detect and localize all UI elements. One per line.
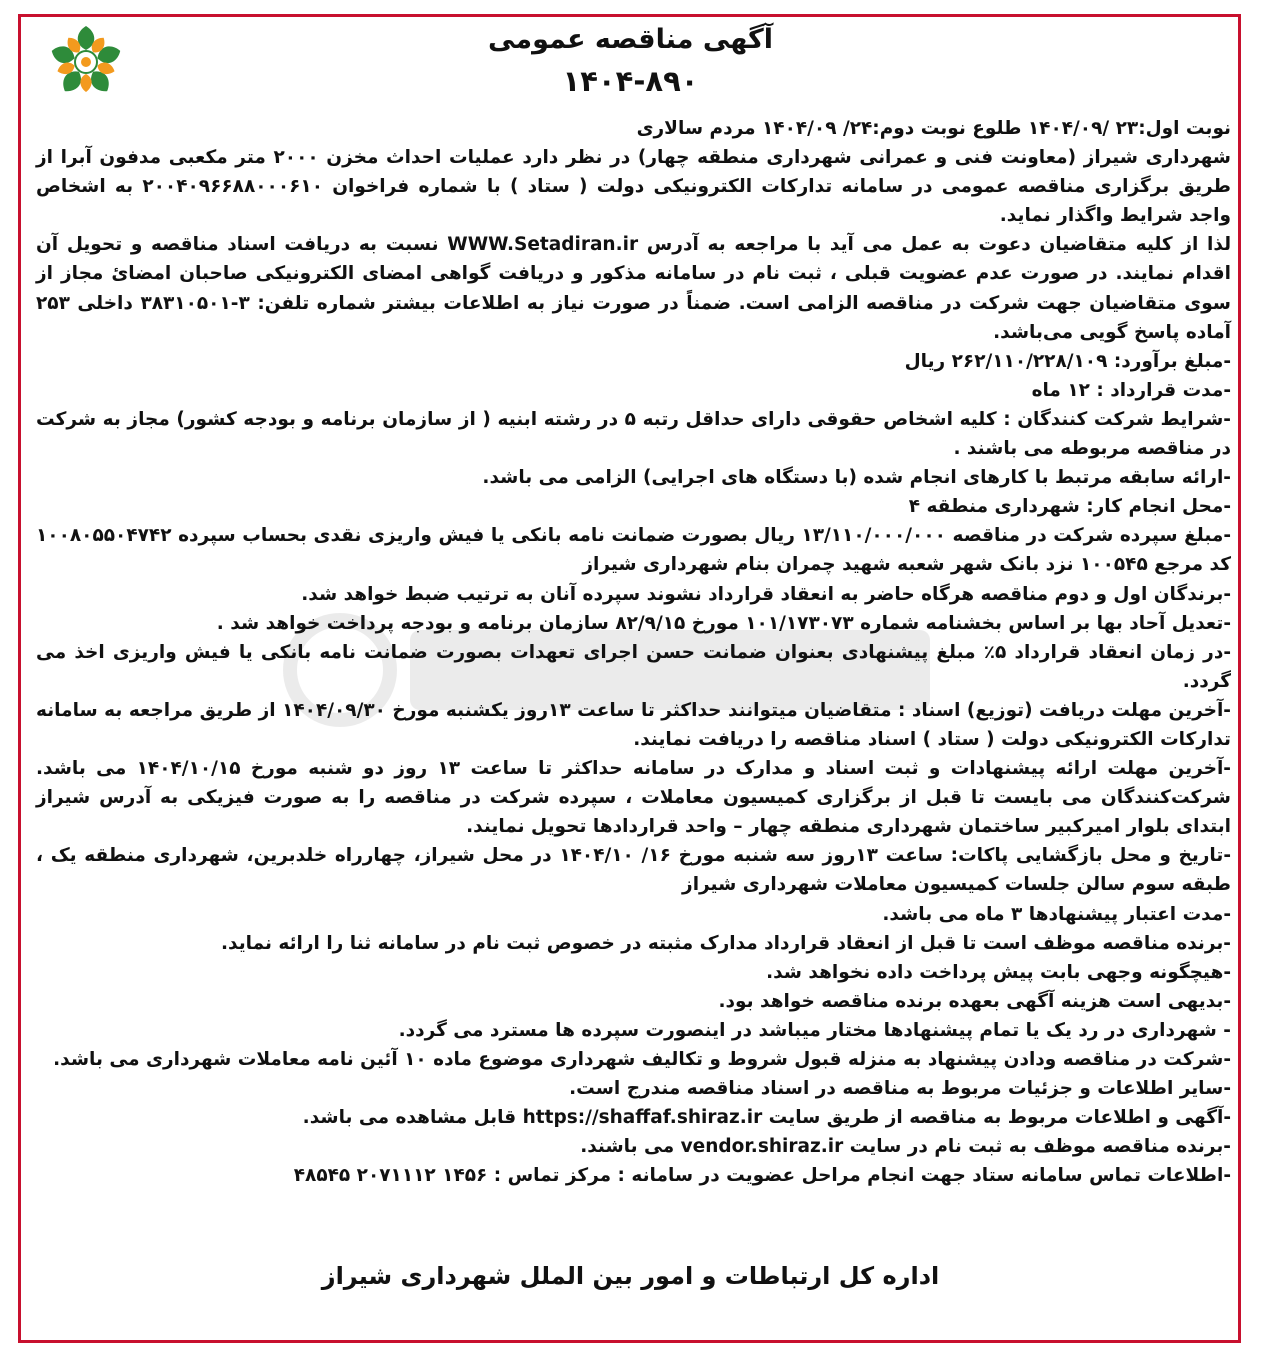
item-ad-cost: -بدیهی است هزینه آگهی بعهده برنده مناقصه خواهد بود.	[718, 990, 1231, 1012]
item-experience: -ارائه سابقه مرتبط با کارهای انجام شده (با دستگاه های اجرایی) الزامی می باشد.	[482, 467, 1231, 489]
item-rejection: - شهرداری در رد یک یا تمام پیشنهادها مختار میباشد در اینصورت سپرده ها مسترد می گردد.	[398, 1019, 1231, 1041]
second-publication: نوبت دوم:۲۴/ ۱۴۰۴/۰۹ مردم سالاری	[636, 118, 966, 139]
item-deposit: -مبلغ سپرده شرکت در مناقصه ۱۳/۱۱۰/۰۰۰/۰۰۰ ریال بصورت ضمانت نامه بانکی یا فیش واریزی نقدی بحساب سپرده ۱۰۰۸۰۵۵۰۴۷۴۲ کد مرجع ۱۰۰۵۴۵ نزد بانک شهر شعبه شهید چمران بنام شهرداری شیراز	[36, 525, 1232, 576]
item-acceptance: -شرکت در مناقصه ودادن پیشنهاد به منزله قبول شروط و تکالیف شهرداری موضوع ماده ۱۰ آئین نامه معاملات شهرداری می باشد.	[53, 1049, 1231, 1070]
publication-row	[36, 114, 1231, 143]
item-other-info: -سایر اطلاعات و جزئیات مربوط به مناقصه در اسناد مناقصه مندرج است.	[569, 1078, 1231, 1100]
paragraph-invitation: لذا از کلیه متقاضیان دعوت به عمل می آید با مراجعه به آدرس WWW.Setadiran.ir نسبت به دریافت اسناد مناقصه و تحویل آن اقدام نمایند. در صورت عدم عضویت قبلی ، ثبت نام در سامانه مذکور و دریافت گواهی امضای الکترونیکی صاحبان امضائ مجاز از سوی متقاضیان جهت شرکت در مناقصه الزامی است. ضمناً در صورت نیاز به اطلاعات بیشتر شماره تلفن: ۳-۳۸۳۱۰۵۰۱ داخلی ۲۵۳ آماده پاسخ گویی می‌باشد.	[36, 234, 1232, 343]
notice-title: آگهی مناقصه عمومی	[488, 24, 773, 55]
item-performance-guarantee: -در زمان انعقاد قرارداد ۵٪ مبلغ پیشنهادی بعنوان ضمانت حسن اجرای تعهدات بصورت ضمانت نامه بانکی یا فیش واریزی اخذ می گردد.	[36, 641, 1232, 692]
item-opening: -تاریخ و محل بازگشایی پاکات: ساعت ۱۳روز سه شنبه مورخ ۱۶/ ۱۴۰۴/۱۰ در محل شیراز، چهارراه خلدبرین، شهرداری منطقه یک ، طبقه سوم سالن جلسات کمیسیون معاملات شهرداری شیراز	[36, 845, 1231, 896]
item-estimate: -مبلغ برآورد: ۲۶۲/۱۱۰/۲۲۸/۱۰۹ ریال	[904, 350, 1231, 372]
item-submission-deadline: -آخرین مهلت ارائه پیشنهادات و ثبت اسناد و مدارک در سامانه حداکثر تا ساعت ۱۳ روز دو شنبه مورخ ۱۴۰۴/۱۰/۱۵ می باشد. شرکت‌کنندگان می بایست تا قبل از برگزاری کمیسیون معاملات ، سپرده شرکت در مناقصه را به صورت فیزیکی به آدرس شیراز ابتدای بلوار امیرکبیر ساختمان شهرداری منطقه چهار – واحد قراردادها تحویل نمایند.	[36, 758, 1231, 838]
item-location: -محل انجام کار: شهرداری منطقه ۴	[908, 496, 1231, 518]
item-price-adjustment: -تعدیل آحاد بها بر اساس بخشنامه شماره ۱۰۱/۱۷۳۰۷۳ مورخ ۸۲/۹/۱۵ سازمان برنامه و بودجه پرداخت خواهد شد .	[216, 612, 1231, 634]
item-winners: -برندگان اول و دوم مناقصه هرگاه حاضر به انعقاد قرارداد نشوند سپرده آنان به ترتیب ضبط خواهد شد.	[301, 583, 1231, 605]
paragraph-intro: شهرداری شیراز (معاونت فنی و عمرانی شهرداری منطقه چهار) در نظر دارد عملیات احداث مخزن ۲۰۰۰ متر مکعبی مدفون آبرا از طریق برگزاری مناقصه عمومی در سامانه تدارکات الکترونیکی دولت ( ستاد ) با شماره فراخوان ۲۰۰۴۰۹۶۶۸۸۰۰۰۶۱۰ به اشخاص واجد شرایط واگذار نماید.	[36, 147, 1231, 227]
first-publication: نوبت اول:۲۳ /۱۴۰۴/۰۹ طلوع	[972, 118, 1231, 139]
item-sana-registration: -برنده مناقصه موظف است تا قبل از انعقاد قرارداد مدارک مثبته در خصوص ثبت نام در سامانه ثنا را ارائه نماید.	[220, 932, 1231, 954]
item-validity: -مدت اعتبار پیشنهادها ۳ ماه می باشد.	[882, 903, 1231, 925]
item-shaffaf-site: -آگهی و اطلاعات مربوط به مناقصه از طریق سایت https://shaffaf.shiraz.ir قابل مشاهده می باشد.	[302, 1107, 1231, 1129]
notice-body	[36, 114, 1231, 1190]
contact-row	[36, 1161, 1231, 1190]
item-no-prepayment: -هیچگونه وجهی بابت پیش پرداخت داده نخواهد شد.	[766, 961, 1231, 983]
item-vendor-site: -برنده مناقصه موظف به ثبت نام در سایت vendor.shiraz.ir می باشند.	[580, 1136, 1231, 1158]
contact-phone: ۲۰۷۱۱۱۲	[356, 1165, 436, 1187]
item-conditions: -شرایط شرکت کنندگان : کلیه اشخاص حقوقی دارای حداقل رتبه ۵ در رشته ابنیه ( از سازمان برنامه و بودجه کشور) مجاز به شرکت در مناقصه مربوطه می باشند .	[36, 408, 1231, 460]
contact-code: ۴۸۵۴۵	[293, 1165, 351, 1187]
item-document-deadline: -آخرین مهلت دریافت (توزیع) اسناد : متقاضیان میتوانند حداکثر تا ساعت ۱۳روز یکشنبه مورخ ۱۴۰۴/۰۹/۳۰ از طریق مراجعه به سامانه تدارکات الکترونیکی دولت ( ستاد ) اسناد مناقصه را دریافت نمایند.	[36, 699, 1231, 750]
contact-text: -اطلاعات تماس سامانه ستاد جهت انجام مراحل عضویت در سامانه : مرکز تماس : ۱۴۵۶	[442, 1165, 1231, 1187]
notice-number: ۱۴۰۴-۸۹۰	[562, 64, 699, 98]
item-duration: -مدت قرارداد : ۱۲ ماه	[1031, 379, 1231, 401]
footer-signature: اداره کل ارتباطات و امور بین الملل شهرداری شیراز	[321, 1262, 940, 1290]
